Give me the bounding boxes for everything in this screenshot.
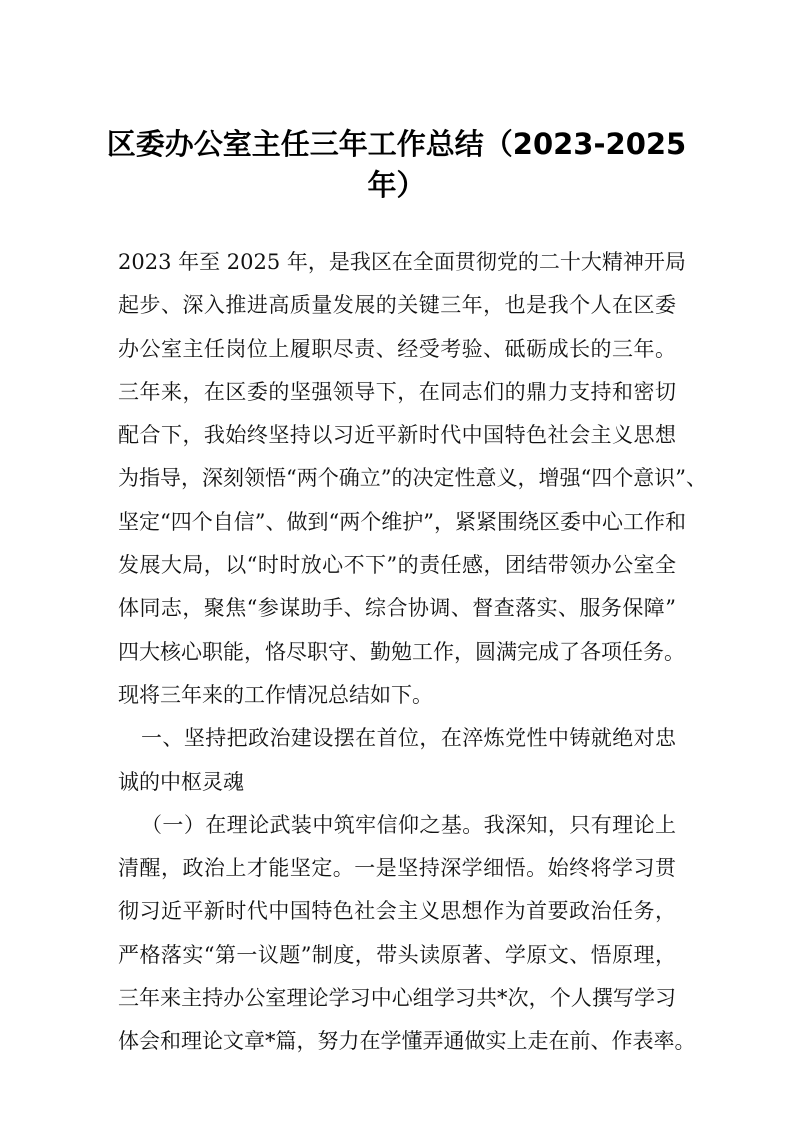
text-line: 三年来，在区委的坚强领导下，在同志们的鼎力支持和密切: [118, 379, 676, 404]
text-line: 诚的中枢灵魂: [118, 769, 244, 794]
document-body: [118, 241, 707, 1064]
document-title: [0, 124, 793, 206]
text-line: （一）在理论武装中筑牢信仰之基。我深知，只有理论上: [141, 812, 676, 837]
paragraph: [118, 717, 676, 804]
text-line: 现将三年来的工作情况总结如下。: [118, 682, 433, 707]
text-line: 清醒，政治上才能坚定。一是坚持深学细悟。始终将学习贯: [118, 856, 676, 881]
title-line-1: 区委办公室主任三年工作总结（2023-2025: [106, 127, 687, 161]
text-line: 彻习近平新时代中国特色社会主义思想作为首要政治任务，: [118, 899, 676, 924]
paragraph: [118, 804, 696, 1064]
text-line: 严格落实“第一议题”制度，带头读原著、学原文、悟原理，: [118, 942, 676, 967]
text-line: 起步、深入推进高质量发展的关键三年，也是我个人在区委: [118, 293, 676, 318]
text-line: 2023 年至 2025 年，是我区在全面贯彻党的二十大精神开局: [118, 250, 686, 274]
title-line-2: 年）: [367, 168, 426, 202]
text-line: 发展大局，以“时时放心不下”的责任感，团结带领办公室全: [118, 553, 676, 578]
text-line: 坚定“四个自信”、做到“两个维护”，紧紧围绕区委中心工作和: [118, 509, 686, 534]
text-line: 办公室主任岗位上履职尽责、经受考验、砥砺成长的三年。: [118, 336, 676, 361]
text-line: 体会和理论文章*篇，努力在学懂弄通做实上走在前、作表率。: [118, 1029, 696, 1054]
text-line: 为指导，深刻领悟“两个确立”的决定性意义，增强“四个意识”、: [118, 466, 707, 491]
text-line: 四大核心职能，恪尽职守、勤勉工作，圆满完成了各项任务。: [118, 639, 685, 664]
text-line: 一、坚持把政治建设摆在首位，在淬炼党性中铸就绝对忠: [141, 726, 676, 751]
text-line: 体同志，聚焦“参谋助手、综合协调、督查落实、服务保障”: [118, 596, 676, 621]
paragraph: [118, 241, 707, 717]
text-line: 三年来主持办公室理论学习中心组学习共*次，个人撰写学习: [118, 986, 676, 1011]
text-line: 配合下，我始终坚持以习近平新时代中国特色社会主义思想: [118, 423, 676, 448]
